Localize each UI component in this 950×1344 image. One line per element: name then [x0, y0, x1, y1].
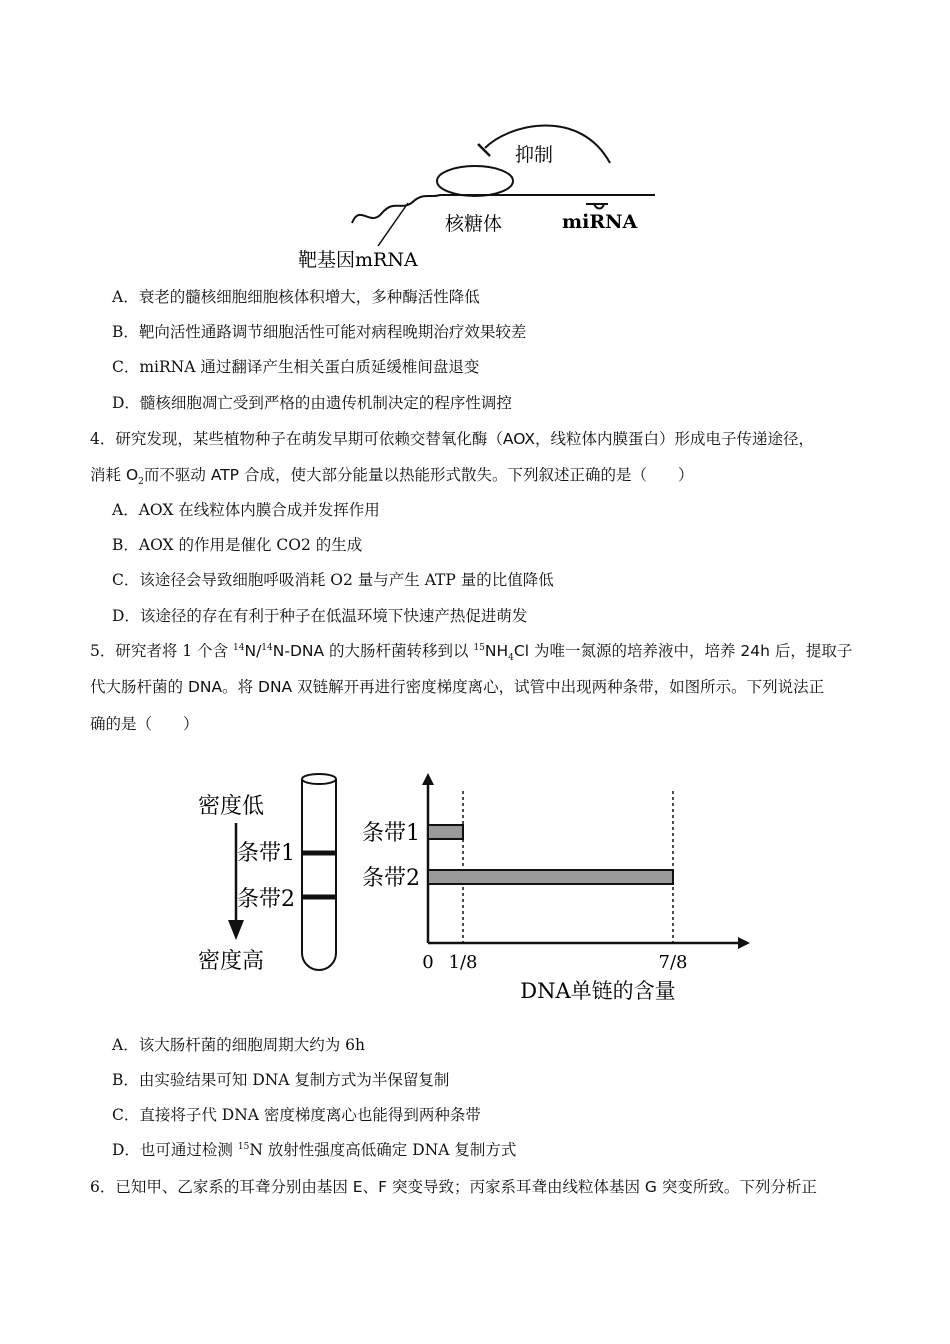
mirna-strand [586, 204, 608, 209]
x-axis-arrow [738, 937, 750, 949]
bar-label-1: 条带1 [362, 821, 420, 846]
q4-stem-line1: 4．研究发现，某些植物种子在萌发早期可依赖交替氧化酶（AOX，线粒体内膜蛋白）形成电子传递途径， [90, 430, 815, 448]
q5-stem-line2: 代大肠杆菌的 DNA。将 DNA 双链解开再进行密度梯度离心，试管中出现两种条带，如图所示。下列说法正 [90, 678, 825, 696]
tube-band2-label: 条带2 [237, 887, 295, 912]
x-tick-label-2: 1/8 [448, 952, 478, 973]
q4-stem-line2: 消耗 $O_2$而不驱动 ATP 合成，使大部分能量以热能形式散失。下列叙述正确的是（ ） [90, 466, 694, 488]
tube-rim [302, 774, 336, 784]
q5-option-b: B．由实验结果可知 DNA 复制方式为半保留复制 [112, 1071, 450, 1089]
q4-option-b: B．AOX 的作用是催化 CO2 的生成 [112, 536, 363, 554]
tube-band1-label: 条带1 [237, 841, 295, 866]
target-pointer [378, 203, 408, 246]
q3-option-a: A．衰老的髓核细胞细胞核体积增大，多种酶活性降低 [112, 288, 480, 306]
q6-stem-line1: 6．已知甲、乙家系的耳聋分别由基因 E、F 突变导致；丙家系耳聋由线粒体基因 G 突变所致。下列分析正 [90, 1178, 817, 1196]
test-tube [302, 779, 336, 970]
bar-label-2: 条带2 [362, 866, 420, 891]
y-axis-arrow [422, 773, 434, 785]
q5-stem-line1: 5．研究者将 1 个含 $^{14}$N/$^{14}$N-DNA 的大肠杆菌转移到以 $^{15}NH_4Cl$ 为唯一氮源的培养液中，培养 24h 后，提取子 [90, 642, 853, 664]
mirna-diagram [290, 118, 670, 278]
bar-2 [428, 870, 673, 884]
ribosome-label: 核糖体 [445, 213, 503, 235]
density-arrow-head [228, 920, 244, 940]
q3-option-c: C．miRNA 通过翻译产生相关蛋白质延缓椎间盘退变 [112, 358, 480, 376]
q5-option-c: C．直接将子代 DNA 密度梯度离心也能得到两种条带 [112, 1106, 481, 1124]
q5-stem-line3: 确的是（ ） [90, 715, 199, 733]
density-low-label: 密度低 [198, 794, 265, 819]
density-high-label: 密度高 [198, 949, 265, 974]
mirna-label: miRNA [562, 211, 638, 233]
centrifuge-figure [190, 765, 770, 1005]
q4-option-a: A．AOX 在线粒体内膜合成并发挥作用 [112, 501, 380, 519]
x-axis-label: DNA单链的含量 [520, 979, 676, 1003]
q4-option-c: C．该途径会导致细胞呼吸消耗 O2 量与产生 ATP 量的比值降低 [112, 571, 554, 589]
q4-option-d: D．该途径的存在有利于种子在低温环境下快速产热促进萌发 [112, 607, 528, 625]
x-tick-label-3: 7/8 [658, 952, 688, 973]
x-tick-label-1: 0 [422, 952, 434, 973]
bar-1 [428, 825, 463, 839]
inhibit-label: 抑制 [515, 144, 554, 166]
ribosome-shape [437, 166, 513, 196]
q3-option-d: D．髓核细胞凋亡受到严格的由遗传机制决定的程序性调控 [112, 394, 512, 412]
q5-option-d: D．也可通过检测 $^{15}$N 放射性强度高低确定 DNA 复制方式 [112, 1141, 517, 1159]
target-mrna-label: 靶基因mRNA [298, 249, 418, 271]
q3-option-b: B．靶向活性通路调节细胞活性可能对病程晚期治疗效果较差 [112, 323, 527, 341]
q5-option-a: A．该大肠杆菌的细胞周期大约为 6h [112, 1036, 365, 1054]
